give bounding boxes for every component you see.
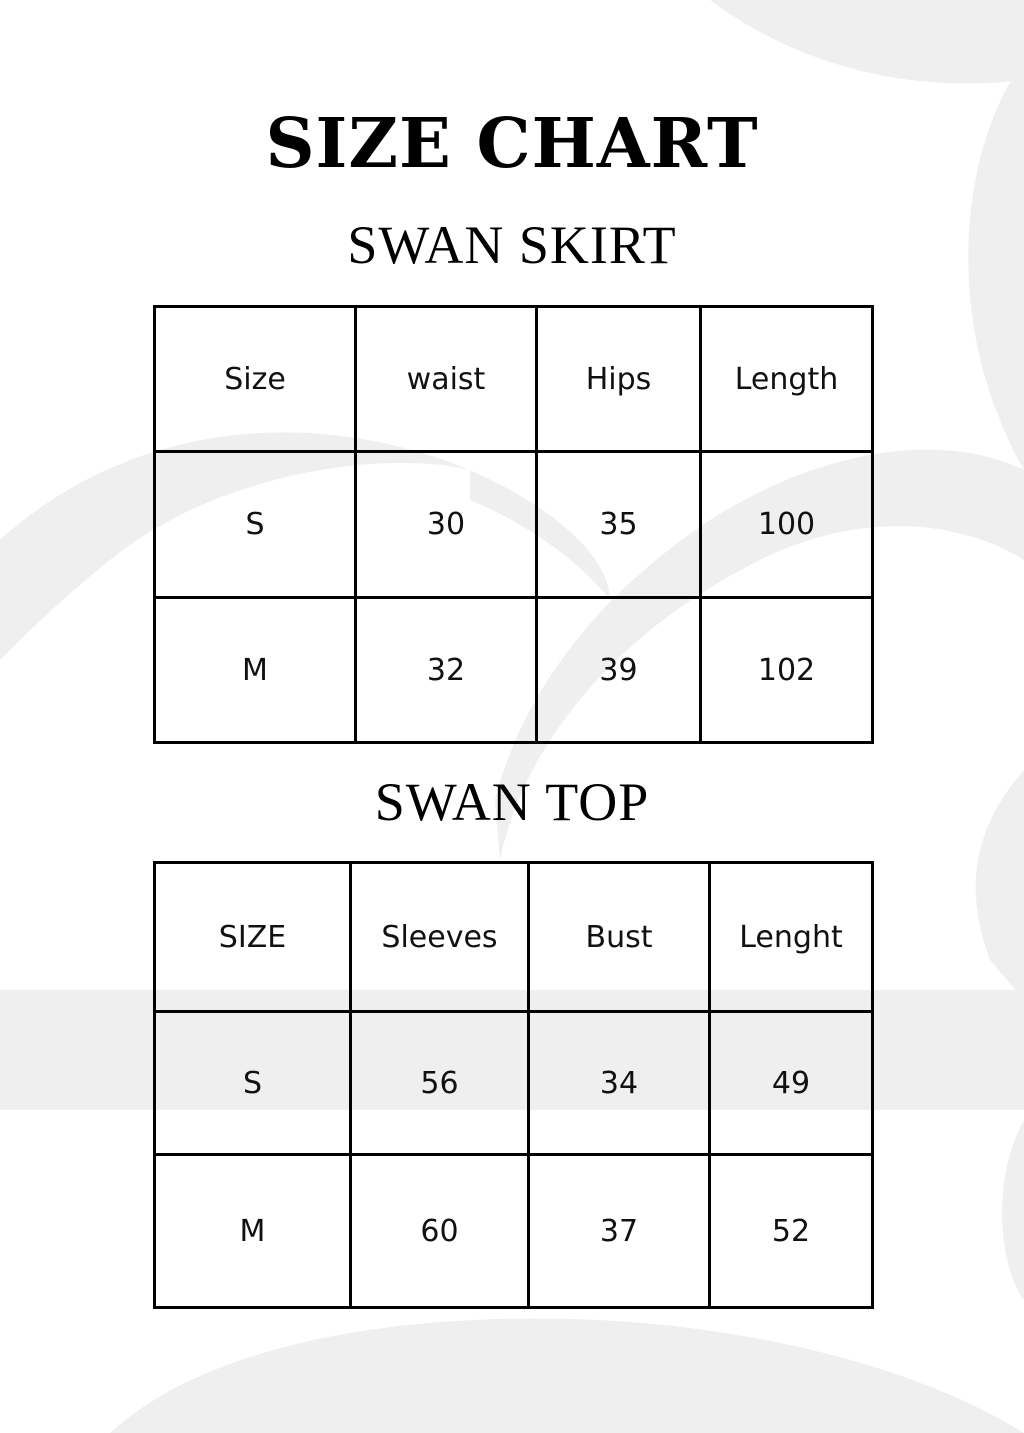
- table-cell: M: [155, 1155, 351, 1308]
- table-cell: 39: [537, 598, 701, 743]
- table-cell: 32: [356, 598, 537, 743]
- table-cell: 30: [356, 452, 537, 598]
- table-cell: 34: [529, 1012, 710, 1155]
- table-cell: 56: [351, 1012, 529, 1155]
- table-row: [155, 598, 873, 743]
- top-size-table: [153, 861, 874, 1309]
- table-row: [155, 1155, 873, 1308]
- header-cell-hips: Hips: [537, 307, 701, 452]
- table-row: [155, 1012, 873, 1155]
- table-cell: S: [155, 452, 356, 598]
- table-cell: M: [155, 598, 356, 743]
- table-cell: 37: [529, 1155, 710, 1308]
- header-cell-size: Size: [155, 307, 356, 452]
- table-cell: 100: [701, 452, 873, 598]
- header-cell-length: Lenght: [710, 863, 873, 1012]
- table-cell: 102: [701, 598, 873, 743]
- table-row: [155, 452, 873, 598]
- header-cell-sleeves: Sleeves: [351, 863, 529, 1012]
- skirt-size-table: [153, 305, 874, 744]
- table-header-row: [155, 863, 873, 1012]
- header-cell-size: SIZE: [155, 863, 351, 1012]
- top-section-title: SWAN TOP: [374, 772, 650, 832]
- table-cell: S: [155, 1012, 351, 1155]
- header-cell-length: Length: [701, 307, 873, 452]
- skirt-section-title: SWAN SKIRT: [347, 215, 677, 275]
- table-cell: 52: [710, 1155, 873, 1308]
- header-cell-bust: Bust: [529, 863, 710, 1012]
- table-cell: 60: [351, 1155, 529, 1308]
- table-cell: 35: [537, 452, 701, 598]
- table-cell: 49: [710, 1012, 873, 1155]
- header-cell-waist: waist: [356, 307, 537, 452]
- table-header-row: [155, 307, 873, 452]
- page-title: SIZE CHART: [265, 104, 759, 184]
